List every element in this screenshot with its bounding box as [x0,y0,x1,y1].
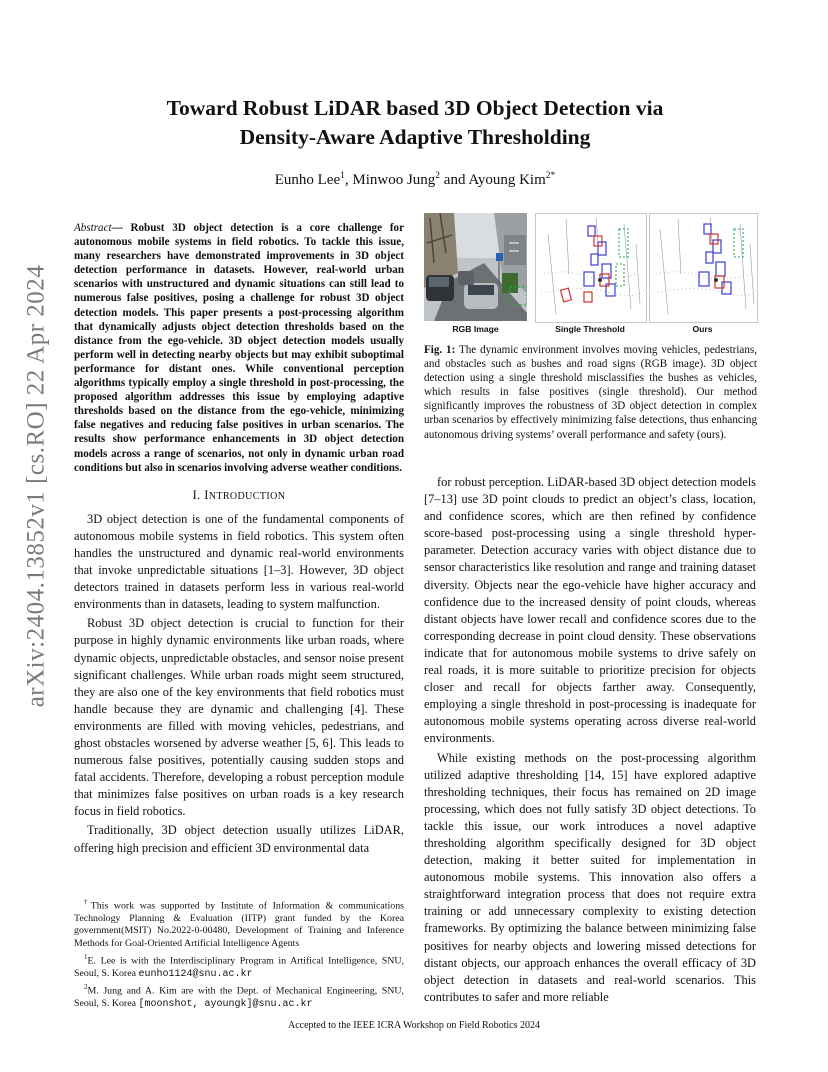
footnote-text: M. Jung and A. Kim are with the Dept. of Mechanical Engineering, SNU, Seoul, S. Korea [74,985,404,1010]
figure-panel-label: Single Threshold [555,324,625,334]
footnote-text: This work was supported by Institute of Information & communications Technology Planning & Evaluation (IITP) grant funded by the Korea government(MSIT) No.2022-0-00480, Development of Training and Inference Methods for Goal-Oriented Artificial Intelligence Agents [74,900,404,950]
author-name: Eunho Lee [274,172,341,188]
body-paragraph: While existing methods on the post-processing algorithm utilized adaptive thresholding [14, 15] have explored adaptive thresholding techniques, their focus has remained on 2D image processing, which does not fully satisfy 3D object detections. To tackle this issue, our work introduces a novel adaptive thresholding algorithm specifically designed for 3D object detection, making it better suited for implementation in autonomous mobile systems. This innovation also offers a straightforward integration process that does not require extra training or add unnecessary complexity to existing detection frameworks. By optimizing the balance between minimizing false positives for nearby objects and lowering missed detections for distant objects, our approach enhances the overall efficacy of 3D object detection in datasets and real-world scenarios. This contributes to safer and more reliable [424,750,756,1004]
rgb-image-panel [424,213,527,321]
arxiv-identifier: arXiv:2404.13852v1 [cs.RO] 22 Apr 2024 [22,264,50,708]
footnote-mark: 1 [84,952,88,961]
ours-pointcloud [650,214,757,322]
abstract-text: Robust 3D object detection is a core challenge for autonomous mobile systems in field robotics. To tackle this issue, many researchers have demonstrated improvements in 3D object detection performance in datasets. However, real-world urban scenarios with unstructured and dynamic situations can still lead to numerous false positives, posing a challenge for robust 3D object detection models. This paper presents a post-processing algorithm that dynamically adjusts object detection thresholds based on the distance from the ego-vehicle. 3D object detection models usually perform well in detecting nearby objects but may exhibit suboptimal performance for distant ones. While conventional perception algorithms typically employ a single threshold in post-processing, the proposed algorithm addresses this issue by employing adaptive thresholds based on the distance from the ego-vehicle, minimizing false negatives and reducing false positives in urban scenarios. The results show performance enhancements in 3D object detection models across a range of scenarios, not only in dynamic urban road conditions but also in scenarios involving adverse weather conditions. [74,222,404,474]
abstract-dash: — [111,222,131,234]
rgb-street-image [424,213,527,321]
footnote-affiliation-1 [74,951,404,981]
ours-panel [649,213,758,323]
single-threshold-panel [535,213,647,323]
acceptance-note: Accepted to the IEEE ICRA Workshop on Field Robotics 2024 [287,1020,541,1031]
body-paragraph: Traditionally, 3D object detection usually utilizes LiDAR, offering high precision and efficient 3D environmental data [74,823,404,855]
abstract [74,221,404,475]
figure-panel-label: RGB Image [452,324,499,334]
figure-1 [424,213,757,335]
right-column [424,474,756,1008]
footnote-text: E. Lee is with the Interdisciplinary Program in Artifical Intelligence, SNU, Seoul, S. Korea [74,954,404,979]
author-conjunction: and [440,172,469,188]
single-threshold-pointcloud [536,214,646,322]
body-paragraph: for robust perception. LiDAR-based 3D object detection models [7–13] use 3D point clouds to predict an object’s class, location, and confidence scores, which are then refined by confidence score-based post-processing using a single threshold hyper-parameter. Detection accuracy varies with object distance due to sensor characteristics like resolution and range and training dataset diversity. Objects near the ego-vehicle have higher accuracy and confidence due to the increased density of point clouds, whereas distant objects have lower recall and confidence scores due to the corresponding decrease in point cloud density. These observations indicate that for autonomous mobile systems to drive safely on real roads, it is more suitable to prioritize precision for objects closer and recall for objects farther away. Consequently, employing a single threshold in post-processing is inadequate for autonomous mobile systems operating across diverse real-world environments. [424,475,756,746]
author-affiliation: 2* [545,171,556,181]
section-heading-introduction [74,487,404,505]
body-paragraph: Robust 3D object detection is crucial to function for their purpose in highly dynamic environments like urban roads, where dynamic objects, unpredictable obstacles, and sensor noise present significant challenges. While urban roads might seem structured, they are also one of the key environments that field robotics must handle because they are dynamic and challenging [4]. These environments are filled with moving vehicles, pedestrians, and ghost obstacles worsened by adverse weather [5, 6]. This leads to numerous false positives, potentially causing sudden stops and fatal accidents. Therefore, developing a robust perception module that minimizes false positives on urban roads is a key research focus in field robotics. [74,616,404,819]
figure-caption [424,343,757,442]
figure-panel-label: Ours [692,324,713,334]
footnote-email: eunho1124@snu.ac.kr [138,968,253,980]
author-name: Ayoung Kim [468,172,546,188]
footnote-affiliation-2 [74,981,404,1011]
body-paragraph: 3D object detection is one of the fundamental components of autonomous mobile systems in field robotics. This system often handles the unstructured and dynamic real-world environments that invoke unpredictable situations [1–3]. However, 3D object detectors trained in datasets perform less in various real-world environments than in datasets, leading to system malfunction. [74,511,404,612]
footnote-email: [moonshot, ayoungk]@snu.ac.kr [138,999,313,1011]
section-number: I. [192,487,205,502]
author-name: Minwoo Jung [352,172,436,188]
footnote-mark: 2 [84,983,88,992]
footnote-funding [74,896,404,951]
author-list: Eunho Lee$^1$, Minwoo Jung$^2$ and Ayoung Kim$^{2*}$ [274,171,556,188]
author-affiliation: 2 [435,171,441,181]
footnote-mark: † [84,898,91,906]
title-line-2: Density-Aware Adaptive Thresholding [239,125,591,149]
paper-title [90,94,740,152]
caption-label: Fig. 1: [424,344,456,356]
caption-text: The dynamic environment involves moving vehicles, pedestrians, and obstacles such as bushes and road signs (RGB image). 3D object detection using a single threshold misclassifies the bushes as vehicles, which results in false positives (single threshold). Our method significantly improves the robustness of 3D object detection in complex urban scenarios by effectively minimizing false detections, thus enhancing autonomous driving systems’ overall performance and safety (ours). [424,344,757,441]
title-line-1: Toward Robust LiDAR based 3D Object Detection via [166,96,664,120]
author-affiliation: 1 [340,171,345,181]
section-title-rest: NTRODUCTION [208,490,286,502]
arxiv-sidebar [14,264,58,708]
abstract-label: Abstract [74,222,112,234]
section-title-initial: I [204,487,209,502]
left-column [74,221,404,859]
footnotes [74,896,404,1012]
